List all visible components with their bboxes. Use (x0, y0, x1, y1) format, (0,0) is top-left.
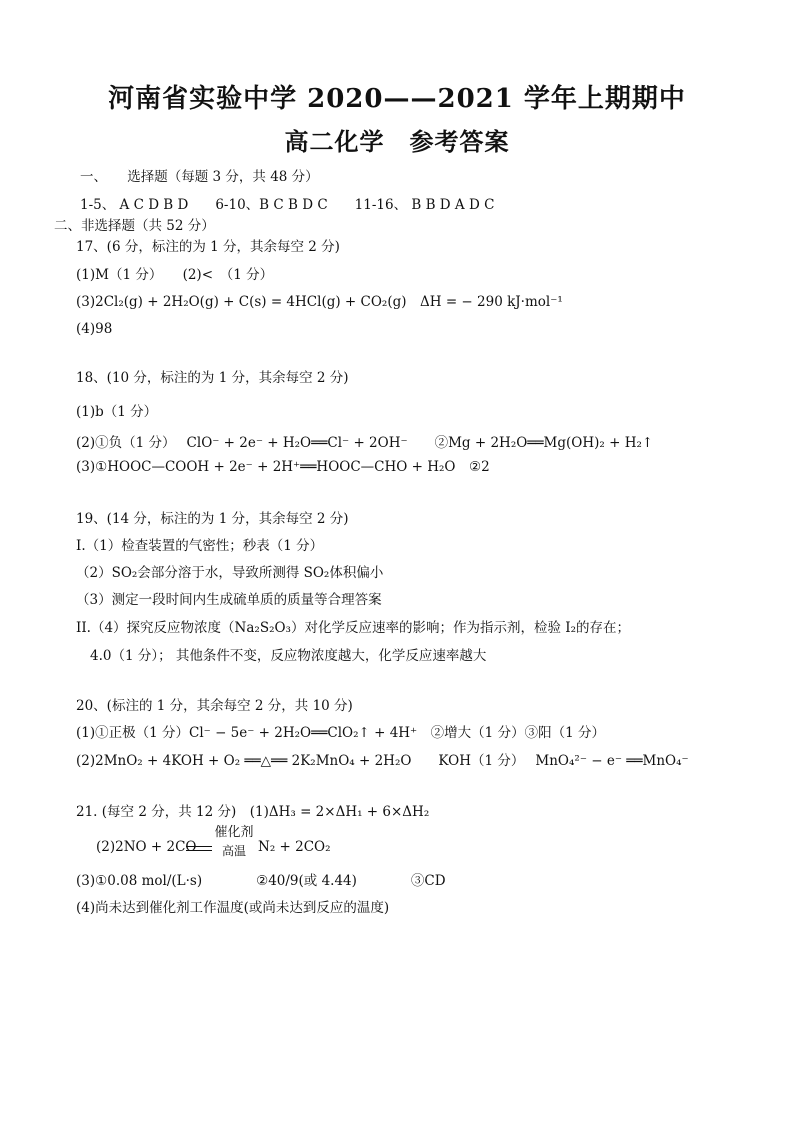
q19-line-4: II.（4）探究反应物浓度（Na₂S₂O₃）对化学反应速率的影响；作为指示剂，检验 I₂的存在； (76, 620, 630, 636)
reaction-conditions (214, 826, 254, 858)
reversible-arrow-top (186, 846, 212, 847)
q19-line-3: （3）测定一段时间内生成硫单质的质量等合理答案 (76, 592, 382, 608)
temperature-label: 高温 (221, 844, 246, 858)
q20-line-1: (1)①正极（1 分）Cl⁻ − 5e⁻ + 2H₂O══ClO₂↑ + 4H⁺ ②增大（1 分）③阳（1 分） (76, 725, 605, 741)
section2-heading: 二、非选择题（共 52 分） (54, 218, 215, 234)
q19-line-1: I.（1）检查装置的气密性；秒表（1 分） (76, 538, 324, 554)
q20-heading: 20、(标注的 1 分，其余每空 2 分，共 10 分) (76, 698, 353, 714)
q20-line-2: (2)2MnO₂ + 4KOH + O₂ ══△══ 2K₂MnO₄ + 2H₂O KOH（1 分） MnO₄²⁻ − e⁻ ══MnO₄⁻ (76, 753, 689, 769)
page-title: 河南省实验中学 2020——2021 学年上期期中 (108, 84, 686, 114)
q21-line-3: (4)尚未达到催化剂工作温度(或尚未达到反应的温度) (76, 900, 390, 916)
catalyst-label: 催化剂 (214, 825, 254, 840)
q21-heading: 21. (每空 2 分，共 12 分) (1)ΔH₃ = 2×ΔH₁ + 6×ΔH₂ (76, 804, 430, 820)
section1-heading: 一、 选择题（每题 3 分，共 48 分） (80, 169, 319, 185)
q21-line-2: (3)①0.08 mol/(L·s) ②40/9(或 4.44) ③CD (76, 873, 446, 889)
q17-line-1: (1)M（1 分） (2)< （1 分） (76, 267, 274, 283)
q19-heading: 19、(14 分，标注的为 1 分，其余每空 2 分) (76, 511, 349, 527)
q18-line-2: (2)①负（1 分） ClO⁻ + 2e⁻ + H₂O══Cl⁻ + 2OH⁻ ②Mg + 2H₂O══Mg(OH)₂ + H₂↑ (76, 435, 654, 451)
q19-line-2: （2）SO₂会部分溶于水，导致所测得 SO₂体积偏小 (76, 565, 384, 581)
q18-line-3: (3)①HOOC—COOH + 2e⁻ + 2H⁺══HOOC—CHO + H₂O ②2 (76, 459, 490, 475)
q17-heading: 17、(6 分，标注的为 1 分，其余每空 2 分) (76, 239, 340, 255)
q17-line-3: (4)98 (76, 321, 113, 337)
q18-line-1: (1)b（1 分） (76, 404, 158, 420)
reversible-arrow-bottom (186, 850, 212, 851)
q21-equation-left: (2)2NO + 2CO (96, 839, 197, 855)
section1-answers: 1-5、 A C D B D 6-10、B C B D C 11-16、 B B D A D C (80, 197, 495, 213)
page-subtitle: 高二化学 参考答案 (284, 127, 510, 156)
q17-line-2: (3)2Cl₂(g) + 2H₂O(g) + C(s) = 4HCl(g) + CO₂(g) ΔH = − 290 kJ·mol⁻¹ (76, 294, 563, 310)
q19-line-5: 4.0（1 分）； 其他条件不变，反应物浓度越大，化学反应速率越大 (90, 648, 487, 664)
q18-heading: 18、(10 分，标注的为 1 分，其余每空 2 分) (76, 370, 349, 386)
q21-equation-right: N₂ + 2CO₂ (258, 839, 331, 855)
